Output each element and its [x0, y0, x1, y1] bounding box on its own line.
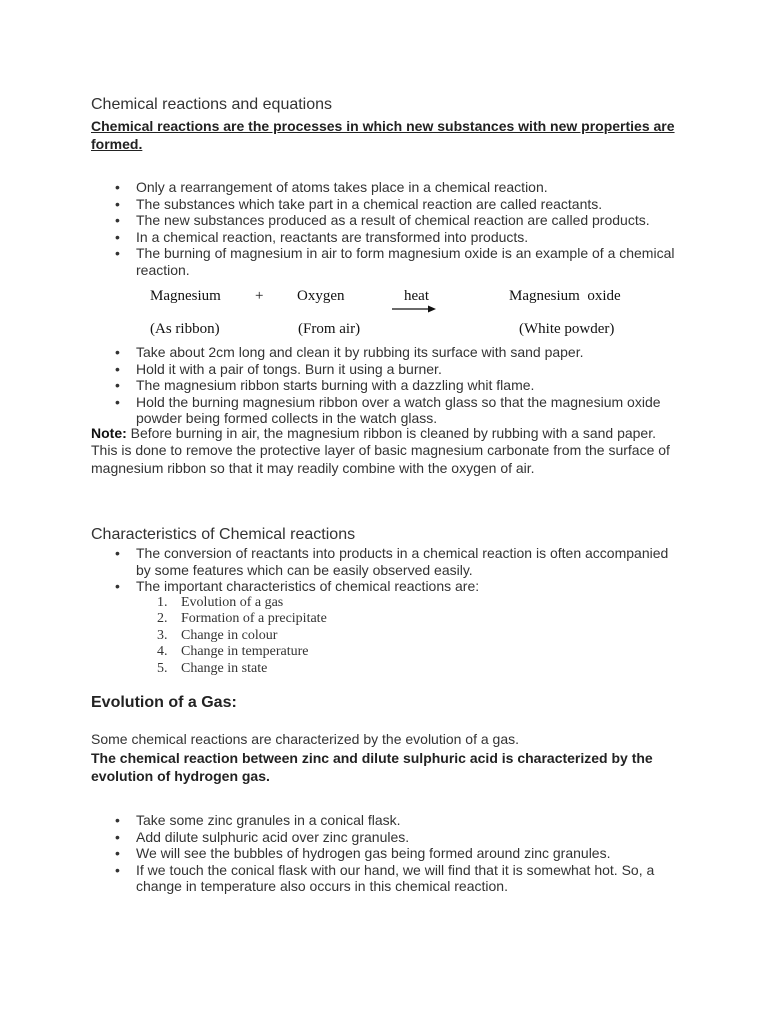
list-procedure-magnesium	[91, 344, 681, 427]
reaction-arrow-icon	[392, 304, 436, 314]
note-text: Before burning in air, the magnesium ribbon is cleaned by rubbing with a sand paper. This is done to remove the protective layer of basic magnesium carbonate from the surface of magnesium ribbon so that it may readily combine with the oxygen of air.	[91, 425, 670, 476]
equation-note-from-air: (From air)	[298, 321, 361, 337]
note-label: Note:	[91, 425, 127, 441]
intro-evolution-of-gas: Some chemical reactions are characterized by the evolution of a gas.	[91, 731, 520, 747]
list-reaction-facts	[91, 179, 681, 279]
list-item: • The burning of magnesium in air to form magnesium oxide is an example of a chemical reaction.	[91, 245, 681, 278]
equation-reactant-oxygen: Oxygen	[297, 288, 345, 304]
list-item: 3. Change in colour	[157, 627, 278, 643]
list-item: • The magnesium ribbon starts burning with a dazzling whit flame.	[91, 377, 681, 394]
list-item: • The new substances produced as a result of chemical reaction are called products.	[91, 212, 681, 229]
heading-chemical-reactions: Chemical reactions and equations	[91, 96, 333, 113]
list-item: • If we touch the conical flask with our hand, we will find that it is somewhat hot. So, a change in temperature also occurs in this chemical reaction.	[91, 862, 681, 895]
list-item: • The important characteristics of chemical reactions are:	[91, 578, 681, 595]
list-item: • Take about 2cm long and clean it by rubbing its surface with sand paper.	[91, 344, 681, 361]
definition-chemical-reactions: Chemical reactions are the processes in which new substances with new properties are formed.	[91, 118, 675, 152]
list-item: • Add dilute sulphuric acid over zinc granules.	[91, 829, 681, 846]
equation-reactant-magnesium: Magnesium	[150, 288, 221, 304]
heading-evolution-of-gas: Evolution of a Gas:	[91, 694, 237, 711]
equation-product-magnesium-oxide: Magnesium oxide	[509, 288, 621, 304]
list-item: 1. Evolution of a gas	[157, 595, 284, 610]
list-item: 2. Formation of a precipitate	[157, 611, 327, 627]
list-item: • We will see the bubbles of hydrogen gas being formed around zinc granules.	[91, 845, 681, 862]
note-paragraph	[91, 425, 681, 477]
list-characteristics	[157, 595, 327, 677]
heading-characteristics: Characteristics of Chemical reactions	[91, 526, 356, 543]
list-procedure-zinc	[91, 812, 681, 895]
equation-note-white-powder: (White powder)	[519, 321, 615, 337]
list-item: 5. Change in state	[157, 660, 268, 676]
list-characteristics-intro	[91, 545, 681, 595]
list-item: • The conversion of reactants into products in a chemical reaction is often accompanied by some features which can be easily observed easily.	[91, 545, 681, 578]
list-item: • Hold it with a pair of tongs. Burn it using a burner.	[91, 361, 681, 378]
equation-condition-heat: heat	[404, 288, 429, 304]
list-item: • The substances which take part in a chemical reaction are called reactants.	[91, 196, 681, 213]
list-item: • In a chemical reaction, reactants are transformed into products.	[91, 229, 681, 246]
list-item: • Take some zinc granules in a conical flask.	[91, 812, 681, 829]
list-item: • Only a rearrangement of atoms takes place in a chemical reaction.	[91, 179, 681, 196]
list-item: 4. Change in temperature	[157, 644, 309, 660]
statement-zinc-reaction: The chemical reaction between zinc and dilute sulphuric acid is characterized by the evolution of hydrogen gas.	[91, 750, 653, 784]
equation-plus-sign: +	[255, 288, 264, 304]
list-item: • Hold the burning magnesium ribbon over a watch glass so that the magnesium oxide powder being formed collects in the watch glass.	[91, 394, 681, 427]
equation-note-as-ribbon: (As ribbon)	[150, 321, 220, 337]
